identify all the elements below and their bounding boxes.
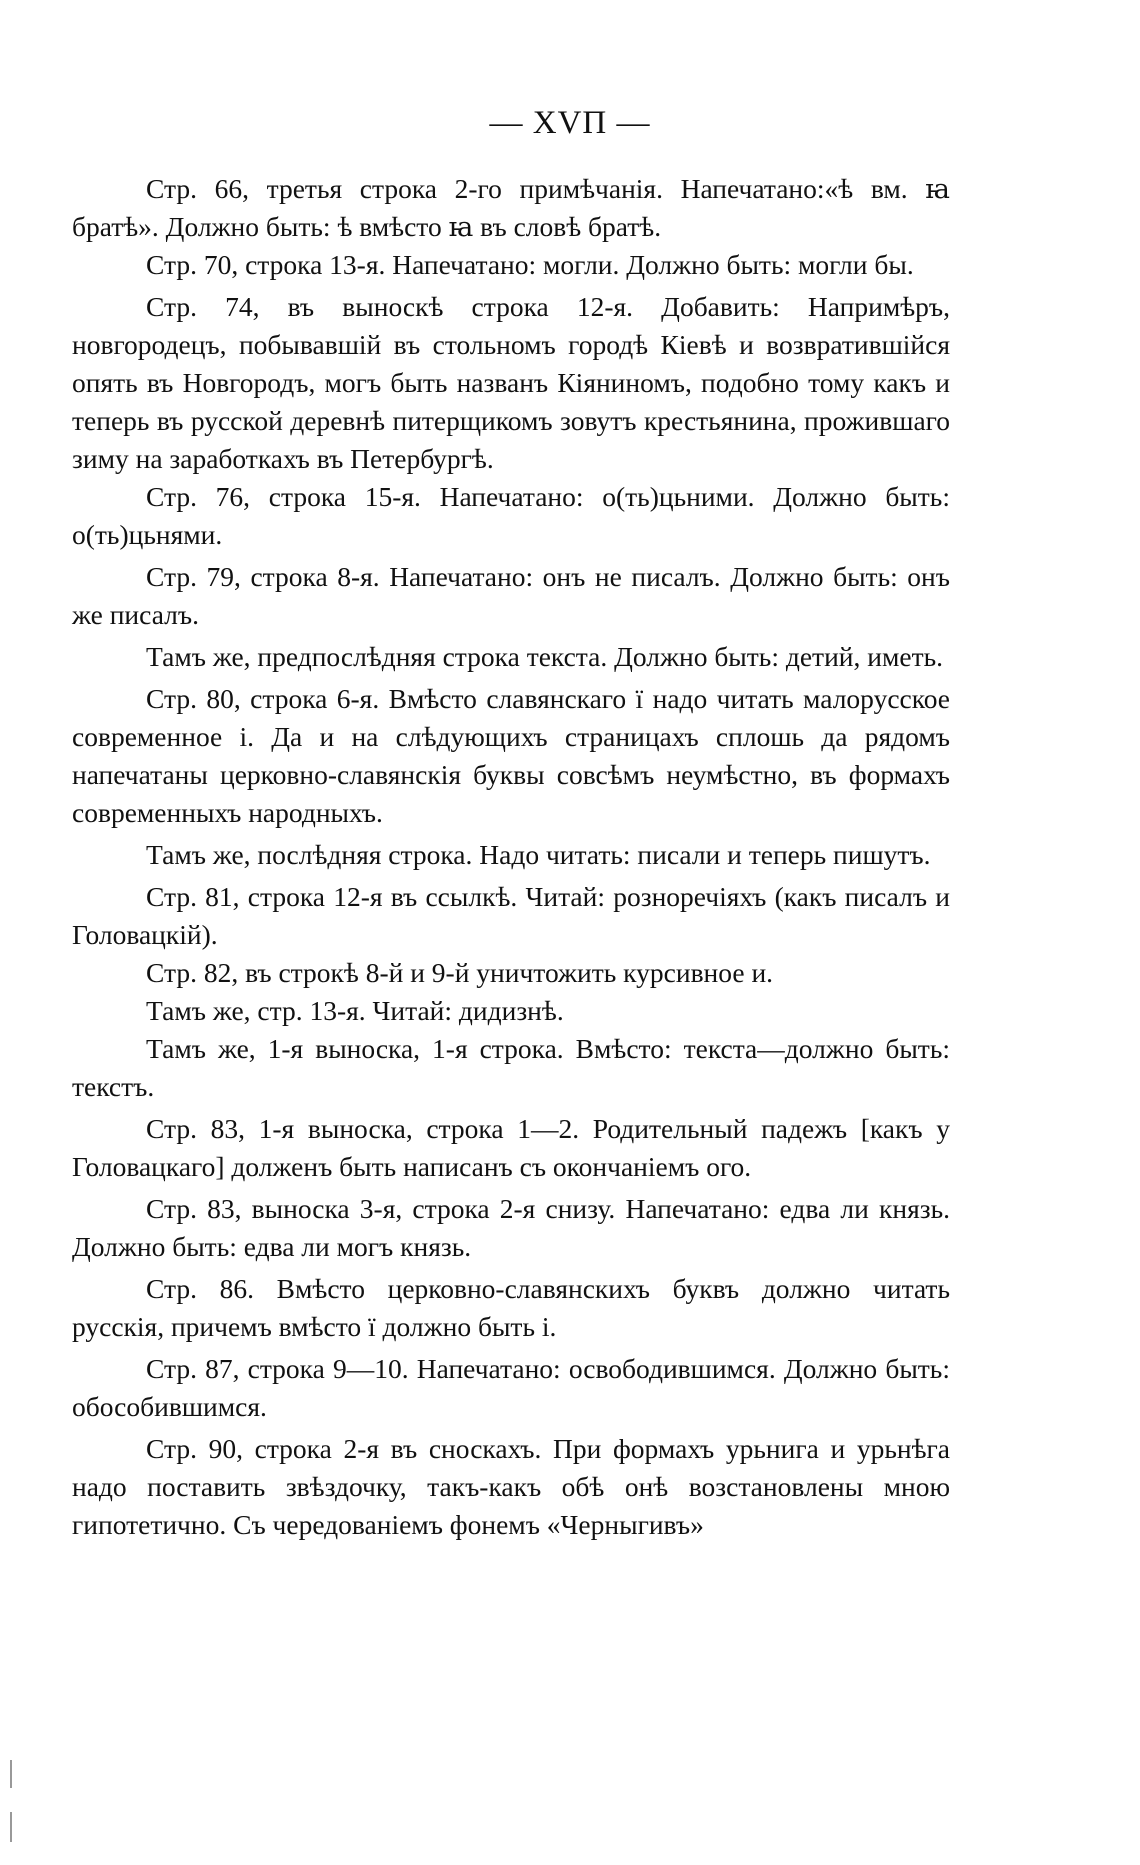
errata-entry: Стр. 86. Вмѣсто церковно-славянскихъ буквъ должно читать русскія, причемъ вмѣсто ї должно быть і. bbox=[72, 1273, 950, 1342]
errata-entry: Стр. 81, строка 12-я въ ссылкѣ. Читай: розноречіяхъ (какъ писалъ и Головацкій). bbox=[72, 881, 950, 950]
errata-entry: Стр. 80, строка 6-я. Вмѣсто славянскаго ї надо читать малорусское современное і. Да и на слѣдующихъ страницахъ сплошь да рядомъ напечатаны церковно-славянскія буквы совсѣмъ неумѣстно, въ формахъ современныхъ народныхъ. bbox=[72, 683, 950, 828]
errata-text bbox=[72, 170, 950, 1544]
errata-entry: Тамъ же, стр. 13-я. Читай: дидизнѣ. bbox=[146, 995, 564, 1026]
errata-entry: Стр. 87, строка 9—10. Напечатано: освободившимся. Должно быть: обособившимся. bbox=[72, 1353, 950, 1422]
errata-entry: Тамъ же, 1-я выноска, 1-я строка. Вмѣсто: текста—должно быть: текстъ. bbox=[72, 1033, 950, 1102]
errata-entry: Стр. 90, строка 2-я въ сноскахъ. При формахъ урьнига и урьнѣга надо поставить звѣздочку, такъ-какъ обѣ онѣ возстановлены мною гипотетично. Съ чередованіемъ фонемъ «Черныгивъ» bbox=[72, 1433, 950, 1540]
errata-entry: Стр. 70, строка 13-я. Напечатано: могли. Должно быть: могли бы. bbox=[146, 249, 914, 280]
errata-entry: Стр. 76, строка 15-я. Напечатано: о(ть)цьними. Должно быть: о(ть)цьнями. bbox=[72, 481, 950, 550]
margin-scan-mark bbox=[10, 1812, 12, 1842]
errata-entry: Тамъ же, послѣдняя строка. Надо читать: писали и теперь пишутъ. bbox=[146, 839, 931, 870]
margin-scan-mark bbox=[10, 1760, 12, 1788]
errata-entry: Стр. 79, строка 8-я. Напечатано: онъ не писалъ. Должно быть: онъ же писалъ. bbox=[72, 561, 950, 630]
errata-entry: Стр. 83, выноска 3-я, строка 2-я снизу. Напечатано: едва ли князь. Должно быть: едва ли могъ князь. bbox=[72, 1193, 950, 1262]
errata-entry: Тамъ же, предпослѣдняя строка текста. Должно быть: детий, иметь. bbox=[146, 641, 944, 672]
errata-entry: Стр. 66, третья строка 2-го примѣчанія. Напечатано:«ѣ вм. ꙗ братѣ». Должно быть: ѣ вмѣсто ꙗ въ словѣ братѣ. bbox=[72, 173, 950, 242]
errata-entry: Стр. 82, въ строкѣ 8-й и 9-й уничтожить курсивное и. bbox=[146, 957, 774, 988]
errata-entry: Стр. 83, 1-я выноска, строка 1—2. Родительный падежъ [какъ у Головацкаго] долженъ быть написанъ съ окончаніемъ ого. bbox=[72, 1113, 950, 1182]
errata-entry: Стр. 74, въ выноскѣ строка 12-я. Добавить: Напримѣръ, новгородецъ, побывавшій въ стольномъ городѣ Кіевѣ и возвратившійся опять въ Новгородъ, могъ быть названъ Кіяниномъ, подобно тому какъ и теперь въ русской деревнѣ питерщикомъ зовутъ крестьянина, прожившаго зиму на заработкахъ въ Петербургѣ. bbox=[72, 291, 950, 474]
page-number: — XVП — bbox=[489, 105, 651, 141]
